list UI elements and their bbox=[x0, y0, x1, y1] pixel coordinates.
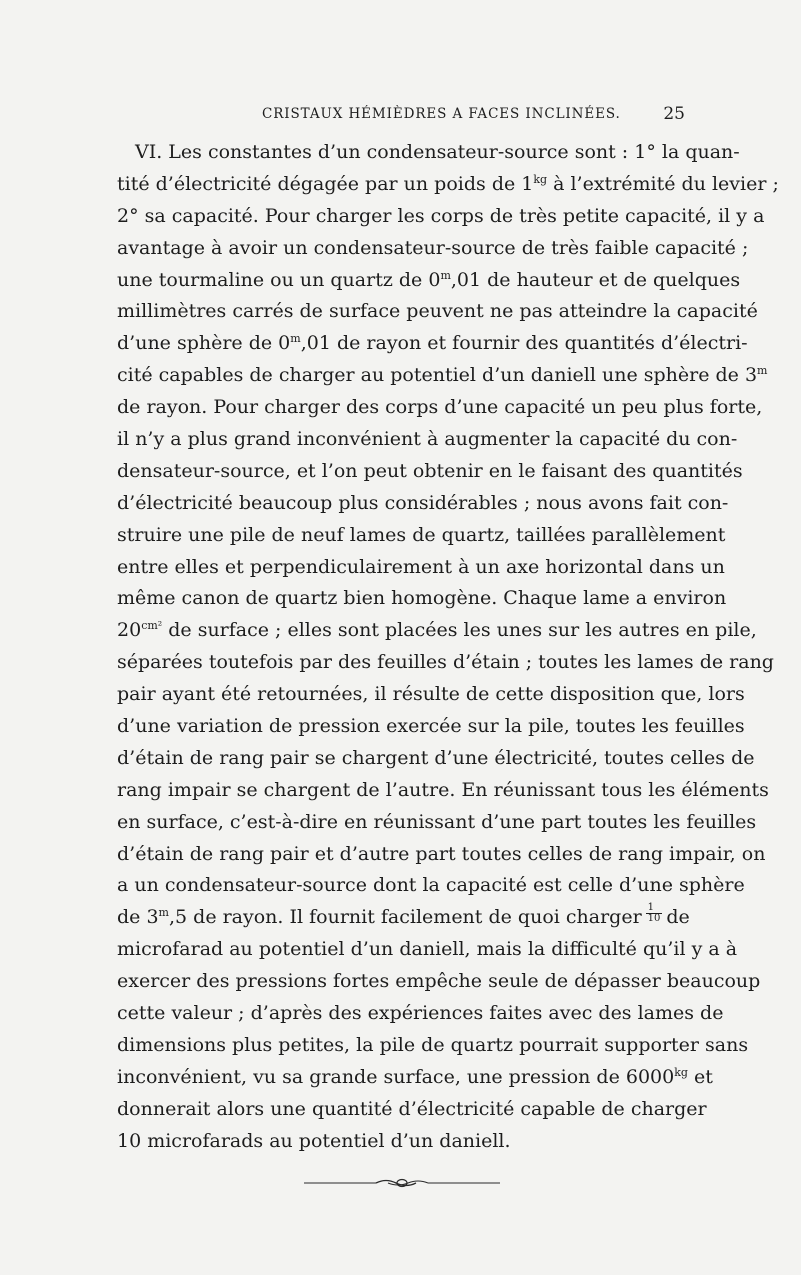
text-line: $20^{cm^2}$ de surface ; elles sont placées les unes sur les autres en pile, bbox=[117, 619, 757, 642]
text-line: microfarad au potentiel d’un daniell, mais la difficulté qu’il y a à bbox=[117, 938, 738, 961]
text-line: cette valeur ; d’après des expériences faites avec des lames de bbox=[117, 1002, 724, 1025]
text-line: rang impair se chargent de l’autre. En réunissant tous les éléments bbox=[117, 778, 769, 801]
unit-superscript: kg bbox=[533, 172, 548, 186]
unit-superscript: m bbox=[290, 332, 301, 346]
unit-superscript: kg bbox=[674, 1065, 688, 1079]
text-line: séparées toutefois par des feuilles d’étain ; toutes les lames de rang bbox=[117, 651, 774, 674]
unit-superscript: m bbox=[158, 906, 169, 920]
text-line: avantage à avoir un condensateur-source de très faible capacité ; bbox=[117, 236, 749, 259]
text-line: 2° sa capacité. Pour charger les corps de très petite capacité, il y a bbox=[117, 204, 765, 227]
text-line: il n’y a plus grand inconvénient à augmenter la capacité du con- bbox=[117, 428, 738, 451]
text-line: donnerait alors une quantité d’électricité capable de charger bbox=[117, 1097, 707, 1120]
text-line: d’électricité beaucoup plus considérables ; nous avons fait con- bbox=[117, 491, 729, 514]
text-line: densateur-source, et l’on peut obtenir en le faisant des quantités bbox=[117, 459, 743, 482]
text-line: a un condensateur-source dont la capacité est celle d’une sphère bbox=[117, 874, 745, 897]
unit-superscript: cm² bbox=[141, 619, 163, 633]
text-line: d’étain de rang pair et d’autre part toutes celles de rang impair, on bbox=[117, 842, 766, 865]
text-line: exercer des pressions fortes empêche seule de dépasser beaucoup bbox=[117, 970, 761, 993]
text-line: VI. Les constantes d’un condensateur-source sont : 1° la quan- bbox=[135, 141, 740, 163]
paragraph-vi bbox=[117, 137, 779, 1158]
text-line: cité capables de charger au potentiel d’un daniell une sphère de 3$^m$ bbox=[117, 364, 768, 387]
text-line: inconvénient, vu sa grande surface, une pression de $6000^{kg}$ et bbox=[117, 1065, 713, 1088]
running-head: CRISTAUX HÉMIÈDRES A FACES INCLINÉES. bbox=[262, 106, 621, 122]
text-line: entre elles et perpendiculairement à un axe horizontal dans un bbox=[117, 555, 725, 578]
text-line: de 3$^m$,5 de rayon. Il fournit facilement de quoi charger $\frac{1}{10}$ de bbox=[117, 902, 690, 929]
text-line: struire une pile de neuf lames de quartz, taillées parallèlement bbox=[117, 523, 726, 546]
text-line: 10 microfarads au potentiel d’un daniell. bbox=[117, 1129, 511, 1152]
text-line: d’une sphère de 0$^m$,01 de rayon et fournir des quantités d’électri- bbox=[117, 332, 748, 355]
text-line: dimensions plus petites, la pile de quartz pourrait supporter sans bbox=[117, 1033, 749, 1056]
text-line: pair ayant été retournées, il résulte de cette disposition que, lors bbox=[117, 683, 745, 706]
text-line: tité d’électricité dégagée par un poids de $1^{kg}$ à l’extrémité du levier ; bbox=[117, 172, 779, 195]
text-line: d’une variation de pression exercée sur la pile, toutes les feuilles bbox=[117, 715, 745, 738]
text-line: une tourmaline ou un quartz de 0$^m$,01 de hauteur et de quelques bbox=[117, 268, 741, 291]
unit-superscript: m bbox=[440, 268, 451, 282]
text-line: de rayon. Pour charger des corps d’une capacité un peu plus forte, bbox=[117, 396, 763, 419]
text-line: d’étain de rang pair se chargent d’une électricité, toutes celles de bbox=[117, 746, 755, 769]
text-line: millimètres carrés de surface peuvent ne pas atteindre la capacité bbox=[117, 300, 758, 323]
page-number: 25 bbox=[663, 104, 685, 124]
typographic-rule-ornament-icon bbox=[302, 1176, 502, 1190]
text-line: en surface, c’est-à-dire en réunissant d’une part toutes les feuilles bbox=[117, 810, 757, 833]
text-line: même canon de quartz bien homogène. Chaque lame a environ bbox=[117, 587, 727, 610]
unit-superscript: m bbox=[757, 364, 768, 378]
fraction-one-tenth: $\frac{1}{10}$ bbox=[647, 902, 661, 925]
